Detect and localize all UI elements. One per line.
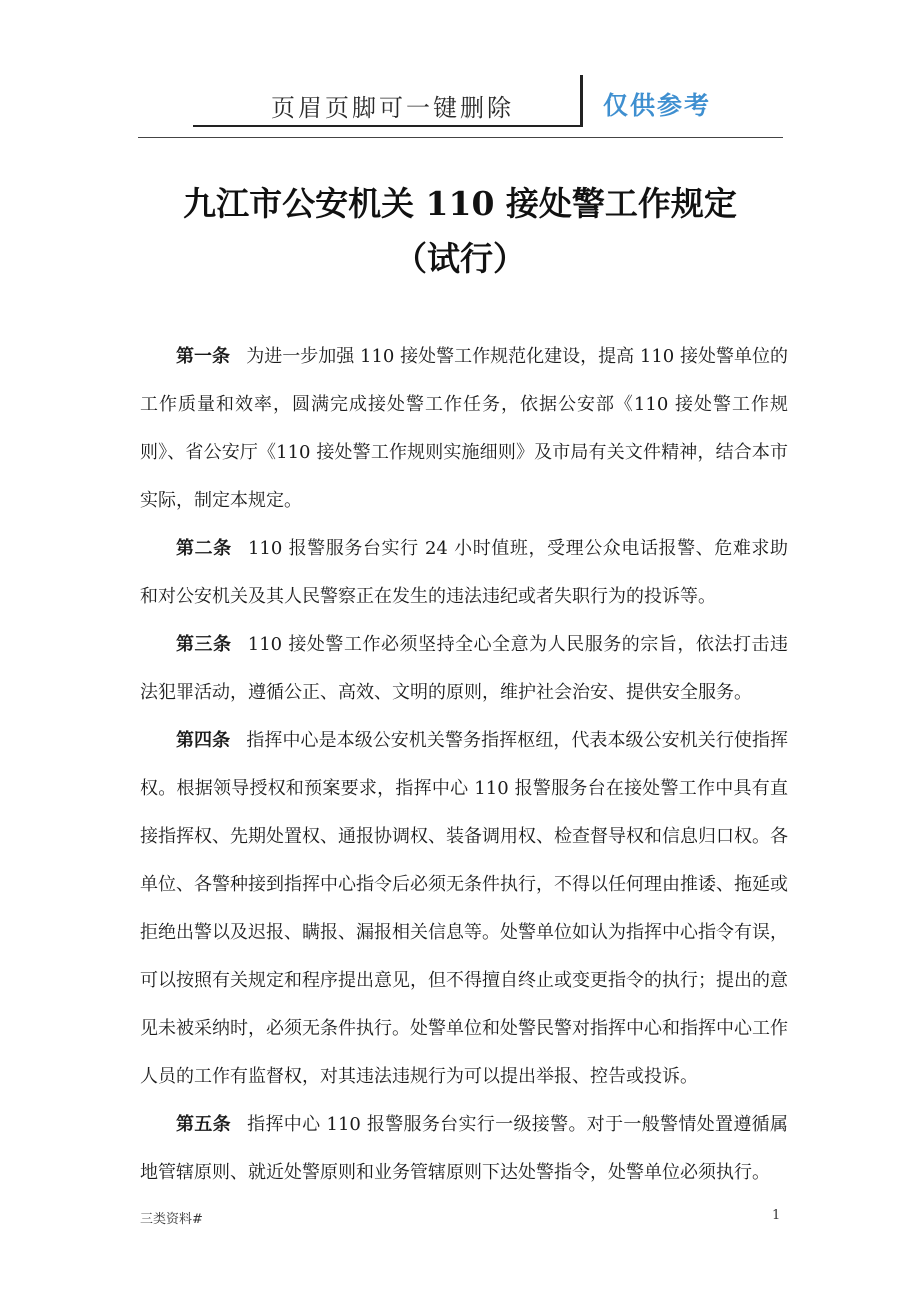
header-rule — [138, 137, 783, 138]
article-label: 第五条 — [176, 1114, 231, 1135]
header-right-text: 仅供参考 — [603, 91, 712, 120]
article-text: 为进一步加强 110 接处警工作规范化建设，提高 110 接处警单位的工作质量和效率，圆满完成接处警工作任务，依据公安部《110 接处警工作规则》、省公安厅《110 接处警工作规则实施细则》及市局有关文件精神，结合本市实际，制定本规定。 — [140, 346, 788, 511]
article-label: 第四条 — [176, 730, 231, 751]
header-separator — [580, 75, 583, 127]
document-body — [140, 333, 788, 1197]
header-left-text: 页眉页脚可一键删除 — [271, 94, 514, 122]
header-underline — [193, 125, 583, 127]
article-text: 指挥中心是本级公安机关警务指挥枢纽，代表本级公安机关行使指挥权。根据领导授权和预案要求，指挥中心 110 报警服务台在接处警工作中具有直接指挥权、先期处置权、通报协调权、装备调用权、检查督导权和信息归口权。各单位、各警种接到指挥中心指令后必须无条件执行，不得以任何理由推诿、拖延或拒绝出警以及迟报、瞒报、漏报相关信息等。处警单位如认为指挥中心指令有误，可以按照有关规定和程序提出意见，但不得擅自终止或变更指令的执行；提出的意见未被采纳时，必须无条件执行。处警单位和处警民警对指挥中心和指挥中心工作人员的工作有监督权，对其违法违规行为可以提出举报、控告或投诉。 — [140, 730, 788, 1087]
article-text: 110 报警服务台实行 24 小时值班，受理公众电话报警、危难求助和对公安机关及其人民警察正在发生的违法违纪或者失职行为的投诉等。 — [140, 538, 788, 607]
footer-left-text: 三类资料# — [140, 1212, 203, 1227]
article-paragraph — [140, 525, 788, 621]
page-header — [193, 70, 783, 132]
article-text: 110 接处警工作必须坚持全心全意为人民服务的宗旨，依法打击违法犯罪活动，遵循公正、高效、文明的原则，维护社会治安、提供安全服务。 — [140, 634, 789, 703]
article-paragraph — [140, 333, 788, 525]
page-number: 1 — [772, 1208, 781, 1223]
article-paragraph — [140, 621, 788, 717]
article-text: 指挥中心 110 报警服务台实行一级接警。对于一般警情处置遵循属地管辖原则、就近处警原则和业务管辖原则下达处警指令，处警单位必须执行。 — [140, 1114, 788, 1183]
article-label: 第二条 — [176, 538, 232, 559]
article-label: 第一条 — [176, 346, 231, 367]
article-label: 第三条 — [176, 634, 232, 655]
document-title: 九江市公安机关 110 接处警工作规定 — [183, 184, 737, 223]
document-subtitle: （试行） — [394, 239, 526, 278]
article-paragraph — [140, 1101, 788, 1197]
article-paragraph — [140, 717, 788, 1101]
